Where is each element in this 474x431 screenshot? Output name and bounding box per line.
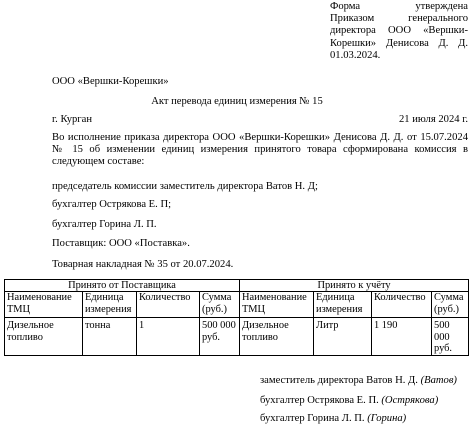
signer-title: бухгалтер Острякова Е. П. xyxy=(260,395,379,406)
preamble-line: Во исполнение приказа директора ООО «Вершки-Корешки» Денисова Д. Д. от 15.07.2024 xyxy=(52,132,468,143)
table-cell: 1 xyxy=(137,318,200,356)
column-header: Сумма (руб.) xyxy=(432,292,469,318)
preamble-line: № 15 об изменении единиц измерения принятого товара сформирована комиссия в xyxy=(52,144,468,156)
group-header-accepted-for-accounting: Принято к учёту xyxy=(240,280,469,292)
preamble-paragraph xyxy=(52,132,468,169)
conversion-table xyxy=(4,279,469,356)
commission-member: бухгалтер Горина Л. П. xyxy=(52,219,157,230)
approval-stamp xyxy=(330,1,468,62)
signer-title: бухгалтер Горина Л. П. xyxy=(260,413,365,424)
column-header: Наименование ТМЦ xyxy=(5,292,83,318)
approval-line: Форма утверждена xyxy=(330,1,468,12)
table-header-row xyxy=(5,292,469,318)
table-cell: тонна xyxy=(83,318,137,356)
table-cell: 1 190 xyxy=(372,318,432,356)
table-cell: 500 000 руб. xyxy=(200,318,240,356)
column-header: Сумма (руб.) xyxy=(200,292,240,318)
table-cell: Дизельное топливо xyxy=(240,318,314,356)
supplier-line: Поставщик: ООО «Поставка». xyxy=(52,238,190,249)
table-row xyxy=(5,318,469,356)
approval-line: 01.03.2024. xyxy=(330,49,381,61)
signature: (Горина) xyxy=(367,413,407,424)
signature-line xyxy=(260,375,457,387)
table-cell: Дизельное топливо xyxy=(5,318,83,356)
document-date: 21 июля 2024 г. xyxy=(398,114,468,125)
column-header: Наименование ТМЦ xyxy=(240,292,314,318)
group-header-received-from-supplier: Принято от Поставщика xyxy=(5,280,240,292)
column-header: Количество xyxy=(372,292,432,318)
signer-title: заместитель директора Ватов Н. Д. xyxy=(260,375,418,386)
organization-name: ООО «Вершки-Корешки» xyxy=(52,76,169,87)
commission-member: бухгалтер Острякова Е. П; xyxy=(52,199,172,210)
table-cell: Литр xyxy=(314,318,372,356)
approval-line: директора ООО «Вершки- xyxy=(330,25,468,37)
document-city: г. Курган xyxy=(52,114,93,125)
invoice-line: Товарная накладная № 35 от 20.07.2024. xyxy=(52,259,234,270)
document-title: Акт перевода единиц измерения № 15 xyxy=(151,96,323,107)
signature: (Острякова) xyxy=(381,395,439,406)
signature: (Ватов) xyxy=(420,375,457,386)
column-header: Единица измерения xyxy=(314,292,372,318)
signature-line xyxy=(260,395,438,407)
approval-line: Приказом генерального xyxy=(330,13,468,25)
approval-line: Корешки» Денисова Д. Д. xyxy=(330,37,468,49)
table-cell: 500 000 руб. xyxy=(432,318,469,356)
column-header: Единица измерения xyxy=(83,292,137,318)
preamble-line: следующем составе: xyxy=(52,156,145,168)
column-header: Количество xyxy=(137,292,200,318)
commission-chairman: председатель комиссии заместитель директора Ватов Н. Д; xyxy=(52,181,318,192)
signature-line xyxy=(260,413,406,425)
